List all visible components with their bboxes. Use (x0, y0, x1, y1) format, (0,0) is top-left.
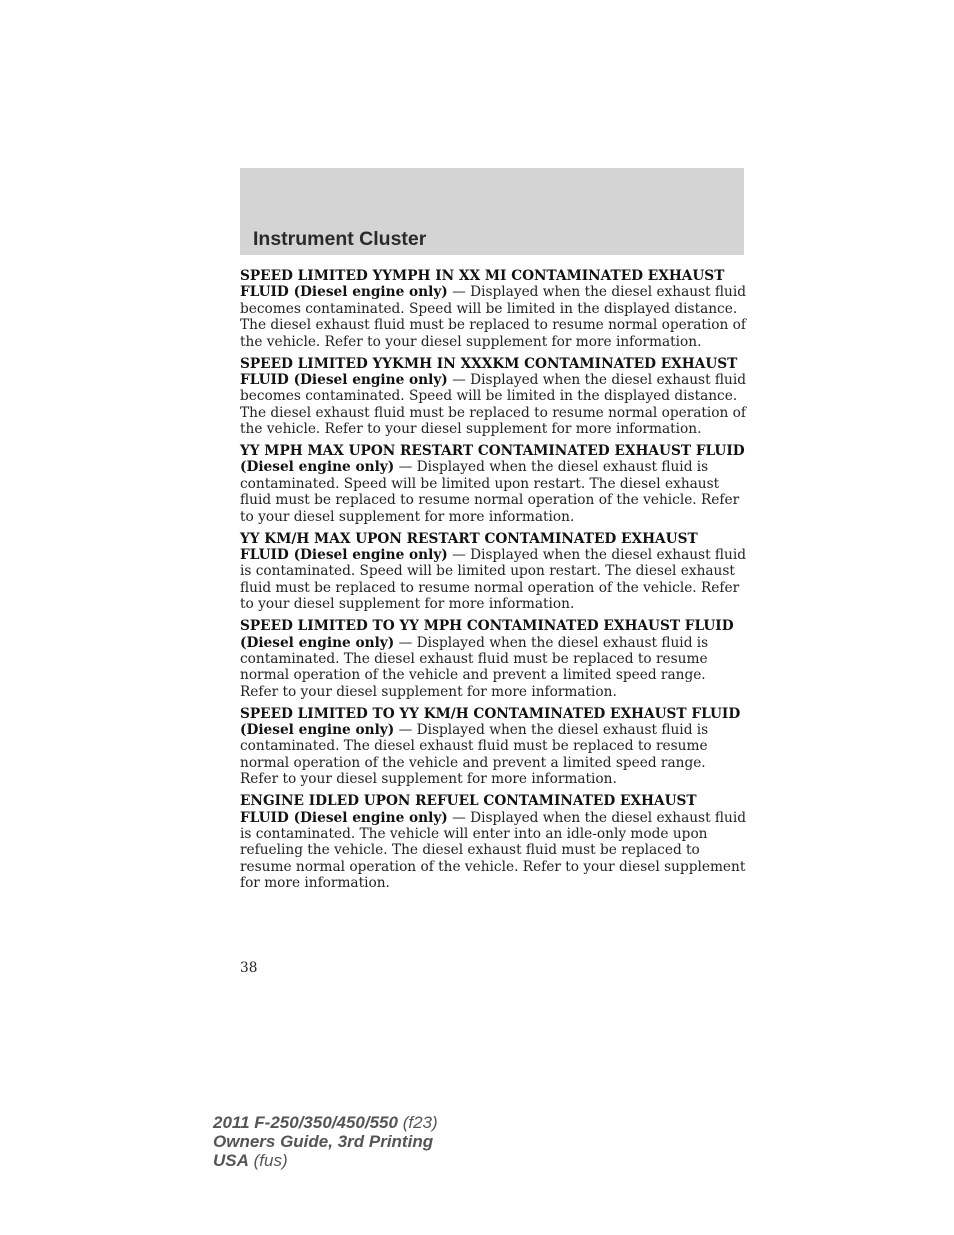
message-entry (240, 531, 748, 613)
footer-edition: Owners Guide, 3rd Printing (213, 1132, 434, 1151)
page-number: 38 (240, 960, 258, 976)
message-description: — Displayed when the diesel exhaust fluid is contaminated. The vehicle will enter into an idle-only mode upon refueling the vehicle. The diesel exhaust fluid must be replaced to resume normal operation of the vehicle. Refer to your diesel supplement for more information. (240, 809, 747, 892)
message-entry (240, 356, 748, 438)
message-description: — Displayed when the diesel exhaust fluid is contaminated. Speed will be limited upon restart. The diesel exhaust fluid must be replaced to resume normal operation of the vehicle. Refer to your diesel supplement for more information. (240, 547, 747, 613)
footer-market-line (213, 1151, 438, 1170)
manual-content (240, 268, 748, 897)
message-entry (240, 618, 748, 700)
footer-model-code: (f23) (402, 1113, 438, 1132)
section-header-band (240, 168, 744, 255)
message-description: — Displayed when the diesel exhaust fluid is contaminated. The diesel exhaust fluid must be replaced to resume normal operation of the vehicle and prevent a limited speed range. Refer to your diesel supplement for more information. (240, 722, 709, 788)
footer-market: USA (213, 1151, 249, 1170)
message-entry (240, 268, 748, 350)
footer-model: 2011 F-250/350/450/550 (213, 1113, 398, 1132)
message-title: SPEED LIMITED YYMPH IN XX MI CONTAMINATED EXHAUST FLUID (Diesel engine only) (240, 268, 725, 301)
publication-footer (213, 1113, 438, 1170)
message-title: ENGINE IDLED UPON REFUEL CONTAMINATED EXHAUST FLUID (Diesel engine only) (240, 793, 697, 826)
footer-market-code: (fus) (253, 1151, 288, 1170)
message-entry (240, 443, 748, 525)
message-entry (240, 706, 748, 788)
message-title: SPEED LIMITED TO YY MPH CONTAMINATED EXHAUST FLUID (Diesel engine only) (240, 618, 734, 651)
footer-model-line (213, 1113, 438, 1132)
section-title: Instrument Cluster (253, 228, 427, 250)
message-entry (240, 793, 748, 891)
message-description: — Displayed when the diesel exhaust fluid becomes contaminated. Speed will be limited in the displayed distance. The diesel exhaust fluid must be replaced to resume normal operation of the vehicle. Refer to your diesel supplement for more information. (240, 284, 747, 350)
message-description: — Displayed when the diesel exhaust fluid is contaminated. Speed will be limited upon restart. The diesel exhaust fluid must be replaced to resume normal operation of the vehicle. Refer to your diesel supplement for more information. (240, 459, 740, 525)
message-description: — Displayed when the diesel exhaust fluid is contaminated. The diesel exhaust fluid must be replaced to resume normal operation of the vehicle and prevent a limited speed range. Refer to your diesel supplement for more information. (240, 634, 709, 700)
message-description: — Displayed when the diesel exhaust fluid becomes contaminated. Speed will be limited in the displayed distance. The diesel exhaust fluid must be replaced to resume normal operation of the vehicle. Refer to your diesel supplement for more information. (240, 371, 747, 438)
message-title: YY MPH MAX UPON RESTART CONTAMINATED EXHAUST FLUID (Diesel engine only) (240, 443, 745, 476)
message-title: SPEED LIMITED TO YY KM/H CONTAMINATED EXHAUST FLUID (Diesel engine only) (240, 705, 741, 739)
message-title: YY KM/H MAX UPON RESTART CONTAMINATED EXHAUST FLUID (Diesel engine only) (240, 530, 698, 563)
message-title: SPEED LIMITED YYKMH IN XXXKM CONTAMINATED EXHAUST FLUID (Diesel engine only) (240, 355, 738, 388)
